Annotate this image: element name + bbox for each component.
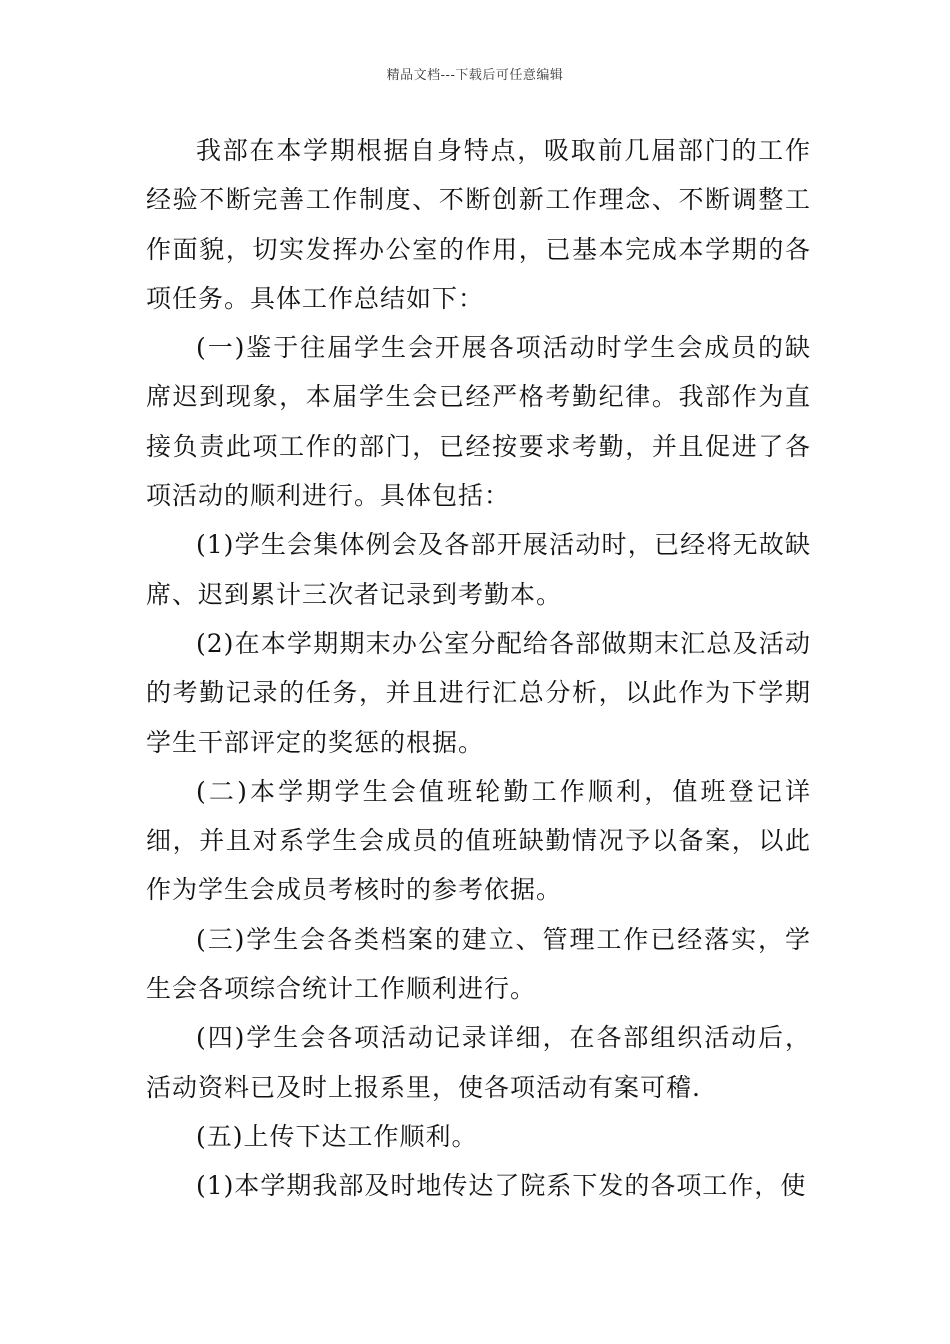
paragraph-section-3: (三)学生会各类档案的建立、管理工作已经落实，学生会各项综合统计工作顺利进行。 bbox=[146, 924, 811, 1004]
document-body bbox=[146, 126, 811, 1211]
paragraph-section-1-item-1: (1)学生会集体例会及各部开展活动时，已经将无故缺席、迟到累计三次者记录到考勤本。 bbox=[146, 530, 811, 609]
paragraph-section-2: (二)本学期学生会值班轮勤工作顺利，值班登记详细，并且对系学生会成员的值班缺勤情况予以备案，以此作为学生会成员考核时的参考依据。 bbox=[146, 776, 811, 905]
paragraph-intro: 我部在本学期根据自身特点，吸取前几届部门的工作经验不断完善工作制度、不断创新工作理念、不断调整工作面貌，切实发挥办公室的作用，已基本完成本学期的各项任务。具体工作总结如下： bbox=[146, 136, 811, 313]
paragraph-section-4: (四)学生会各项活动记录详细，在各部组织活动后，活动资料已及时上报系里，使各项活动有案可稽. bbox=[146, 1023, 811, 1102]
paragraph-section-1: (一)鉴于往届学生会开展各项活动时学生会成员的缺席迟到现象，本届学生会已经严格考勤纪律。我部作为直接负责此项工作的部门，已经按要求考勤，并且促进了各项活动的顺利进行。具体包括： bbox=[146, 333, 811, 511]
paragraph-section-1-item-2: (2)在本学期期末办公室分配给各部做期末汇总及活动的考勤记录的任务，并且进行汇总分析，以此作为下学期学生干部评定的奖惩的根据。 bbox=[146, 628, 811, 757]
page-header: 精品文档---下载后可任意编辑 bbox=[386, 68, 564, 83]
paragraph-section-5-item-1: (1)本学期我部及时地传达了院系下发的各项工作，使 bbox=[196, 1171, 807, 1201]
paragraph-section-5: (五)上传下达工作顺利。 bbox=[196, 1121, 478, 1151]
